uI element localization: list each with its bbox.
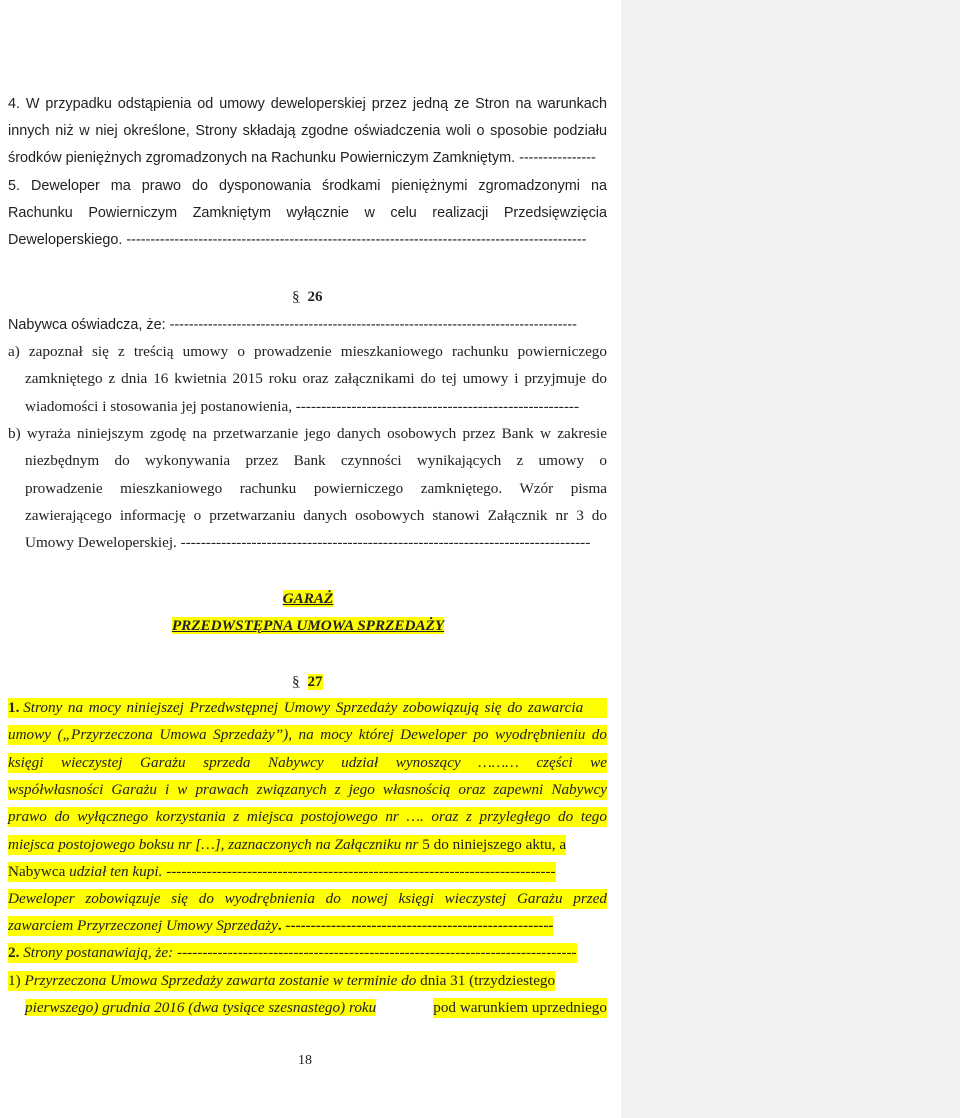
clause-2-1-line-2 — [25, 998, 607, 1018]
item-a-line-1: a) zapoznał się z treścią umowy o prowadzenie mieszkaniowego rachunku powierniczego — [8, 343, 607, 360]
clause-2-1-line-1 — [8, 971, 555, 991]
garage-title — [0, 589, 616, 609]
clause-2-1-text-e: pod warunkiem uprzedniego — [433, 999, 607, 1016]
clause-1-text-9b: . ----------------------------------------------------- — [277, 917, 554, 934]
p4-line-3: środków pieniężnych zgromadzonych na Rachunku Powierniczym Zamkniętym. ---------------- — [8, 150, 596, 166]
page-number: 18 — [298, 1053, 312, 1068]
item-a-line-3: wiadomości i stosowania jej postanowienia, -------------------------------------------------------- — [25, 398, 580, 415]
p4-line-2: innych niż w niej określone, Strony składają zgodne oświadczenia woli o sposobie podziału — [8, 123, 607, 139]
section-26-heading — [292, 287, 323, 307]
section-number: 27 — [307, 674, 323, 690]
section-27-heading — [292, 672, 323, 692]
item-a-line-2: zamkniętego z dnia 16 kwietnia 2015 roku oraz załącznikami do tej umowy i przyjmuje do — [25, 370, 607, 387]
p4-line-1: 4. W przypadku odstąpienia od umowy deweloperskiej przez jedną ze Stron na warunkach — [8, 96, 607, 112]
clause-1-line-3: księgi wieczystej Garażu sprzeda Nabywcy udział wynoszący ……… części we — [8, 754, 607, 771]
clause-2-1-text-c: dnia 31 (trzydziestego — [416, 972, 556, 989]
comment-sidebar — [621, 0, 960, 1118]
clause-1-line-8: Deweloper zobowiązuje się do wyodrębnienia do nowej księgi wieczystej Garażu przed — [8, 890, 607, 907]
clause-1-text-7c: ----------------------------------------------------------------------------- — [162, 863, 556, 880]
clause-2-1-prefix: 1) — [8, 972, 25, 989]
clause-1-text-1: Strony na mocy niniejszej Przedwstępnej Umowy Sprzedaży zobowiązują się do zawarcia — [23, 699, 584, 716]
item-b-line-3: prowadzenie mieszkaniowego rachunku powierniczego zamkniętego. Wzór pisma — [25, 480, 607, 497]
garage-subtitle — [0, 616, 616, 636]
p5-line-2: Rachunku Powierniczym Zamkniętym wyłącznie w celu realizacji Przedsięwzięcia — [8, 205, 607, 221]
clause-1-text-9a: zawarciem Przyrzeczonej Umowy Sprzedaży — [8, 917, 278, 934]
clause-1-number: 1. — [8, 699, 20, 716]
section-number: 26 — [307, 289, 323, 305]
section-symbol: § — [292, 289, 300, 305]
item-b-line-2: niezbędnym do wykonywania przez Bank czynności wynikających z umowy o — [25, 452, 607, 469]
item-b-line-1: b) wyraża niniejszym zgodę na przetwarzanie jego danych osobowych przez Bank w zakresie — [8, 425, 607, 442]
clause-2-number: 2. — [8, 944, 20, 961]
clause-1-line-6 — [8, 835, 566, 855]
garage-subtitle-text: PRZEDWSTĘPNA UMOWA SPRZEDAŻY — [171, 617, 445, 634]
clause-2-text: Strony postanawiają, że: ------------------------------------------------------------------------------- — [19, 944, 577, 961]
section-symbol: § — [292, 674, 300, 690]
clause-2-line — [8, 943, 577, 963]
item-b-line-5: Umowy Deweloperskiej. --------------------------------------------------------------------------------- — [25, 534, 591, 551]
garage-title-text: GARAŻ — [282, 590, 334, 607]
p5-line-1: 5. Deweloper ma prawo do dysponowania środkami pieniężnymi zgromadzonymi na — [8, 178, 607, 194]
clause-1-text-6b: 5 do niniejszego aktu, a — [418, 836, 567, 853]
section-26-intro: Nabywca oświadcza, że: ------------------------------------------------------------------------------------- — [8, 317, 577, 333]
item-b-line-4: zawierającego informację o przetwarzaniu danych osobowych stanowi Załącznik nr 3 do — [25, 507, 607, 524]
p5-line-3: Deweloperskiego. ------------------------------------------------------------------------------------------------ — [8, 232, 587, 248]
clause-1-line-9 — [8, 916, 553, 936]
clause-1-line-5: prawo do wyłącznego korzystania z miejsca postojowego nr …. oraz z przyległego do tego — [8, 808, 607, 825]
clause-1-text-7b: udział ten kupi. — [65, 863, 163, 880]
clause-1-text-7a: Nabywca — [8, 863, 66, 880]
clause-2-1-text-b: Przyrzeczona Umowa Sprzedaży zawarta zostanie w terminie do — [24, 972, 417, 989]
clause-1-line-4: współwłasności Garażu i w prawach związanych z jego własnością oraz zapewni Nabywcy — [8, 781, 607, 798]
clause-1-line-1 — [8, 698, 607, 718]
clause-1-line-7 — [8, 862, 556, 882]
clause-1-line-2: umowy („Przyrzeczona Umowa Sprzedaży”), na mocy której Deweloper po wyodrębnieniu do — [8, 726, 607, 743]
clause-1-text-6a: miejsca postojowego boksu nr […], zaznaczonych na Załączniku nr — [8, 836, 419, 853]
clause-2-1-text-d: pierwszego) grudnia 2016 (dwa tysiące szesnastego) roku — [25, 999, 377, 1016]
